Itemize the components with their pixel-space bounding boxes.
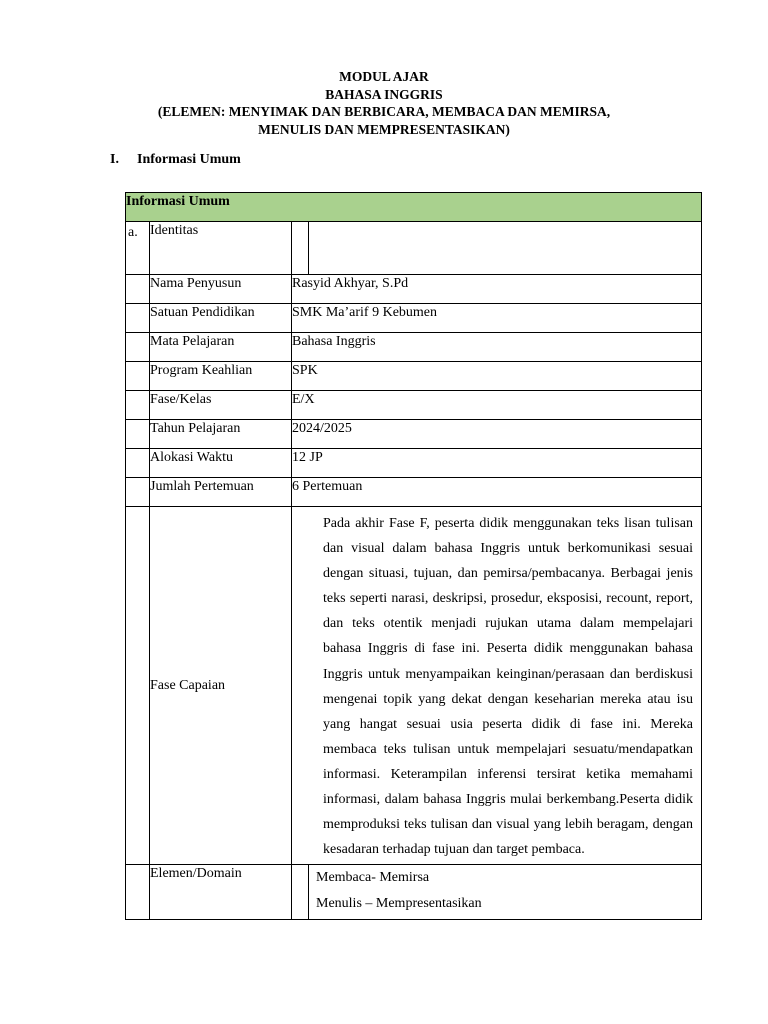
table-row (126, 478, 702, 507)
row-label: Satuan Pendidikan (150, 304, 292, 333)
row-value: 12 JP (292, 449, 702, 478)
table-row (126, 420, 702, 449)
identitas-marker-cell (126, 222, 150, 275)
table-header-row (126, 193, 702, 222)
row-label: Tahun Pelajaran (150, 420, 292, 449)
fase-capaian-label: Fase Capaian (150, 507, 292, 865)
identitas-value-cell (309, 222, 702, 275)
row-value: Bahasa Inggris (292, 333, 702, 362)
title-line-1: MODUL AJAR (339, 69, 429, 84)
row-value: 2024/2025 (292, 420, 702, 449)
identitas-row (126, 222, 702, 275)
row-label: Program Keahlian (150, 362, 292, 391)
row-marker-cell (126, 391, 150, 420)
row-marker-cell (126, 478, 150, 507)
row-marker-cell (126, 304, 150, 333)
table-row (126, 275, 702, 304)
row-value: SPK (292, 362, 702, 391)
table-row (126, 391, 702, 420)
table-row (126, 362, 702, 391)
elemen-domain-values (309, 865, 702, 920)
title-line-3: (ELEMEN: MENYIMAK DAN BERBICARA, MEMBACA DAN MEMIRSA, (157, 104, 611, 119)
row-value: Rasyid Akhyar, S.Pd (292, 275, 702, 304)
elemen-domain-label: Elemen/Domain (150, 865, 292, 920)
table-row (126, 333, 702, 362)
elemen-value-1: Membaca- Memirsa (316, 870, 430, 886)
elemen-domain-row (126, 865, 702, 920)
identitas-marker: a. (128, 225, 138, 240)
row-marker-cell (126, 865, 150, 920)
document-title (0, 68, 768, 138)
table-row (126, 449, 702, 478)
row-marker-cell (126, 420, 150, 449)
row-label: Fase/Kelas (150, 391, 292, 420)
elemen-value-2: Menulis – Mempresentasikan (316, 896, 482, 912)
elemen-separator-cell (292, 865, 309, 920)
row-label: Mata Pelajaran (150, 333, 292, 362)
title-line-2: BAHASA INGGRIS (325, 86, 443, 102)
info-table (125, 192, 702, 920)
row-marker-cell (126, 362, 150, 391)
table-header: Informasi Umum (126, 193, 702, 222)
row-value: E/X (292, 391, 702, 420)
section-title: Informasi Umum (137, 152, 241, 167)
section-number: I. (110, 152, 119, 167)
table-row (126, 304, 702, 333)
section-heading (110, 151, 241, 169)
row-marker-cell (126, 507, 150, 865)
identitas-separator-cell (292, 222, 309, 275)
fase-capaian-text: Pada akhir Fase F, peserta didik menggunakan teks lisan tulisan dan visual dalam bahasa Inggris untuk berkomunikasi sesuai dengan situasi, tujuan, dan pemirsa/pembacanya. Berbagai jenis teks seperti narasi, deskripsi, prosedur, eksposisi, recount, report, dan teks otentik menjadi rujukan utama dalam mempelajari bahasa Inggris di fase ini. Peserta didik menggunakan bahasa Inggris untuk menyampaikan keinginan/perasaan dan berdiskusi mengenai topik yang dekat dengan keseharian mereka atau isu yang hangat sesuai usia peserta didik di fase ini. Mereka membaca teks tulisan untuk mempelajari sesuatu/mendapatkan informasi. Keterampilan inferensi tersirat ketika memahami informasi, dalam bahasa Inggris mulai berkembang.Peserta didik memproduksi teks tulisan dan visual yang lebih beragam, dengan kesadaran terhadap tujuan dan target pembaca. (323, 516, 693, 858)
fase-capaian-cell (292, 507, 702, 865)
row-value: 6 Pertemuan (292, 478, 702, 507)
row-label: Alokasi Waktu (150, 449, 292, 478)
row-label: Nama Penyusun (150, 275, 292, 304)
row-marker-cell (126, 275, 150, 304)
title-line-4: MENULIS DAN MEMPRESENTASIKAN) (258, 121, 510, 137)
row-marker-cell (126, 333, 150, 362)
fase-capaian-row (126, 507, 702, 865)
row-marker-cell (126, 449, 150, 478)
row-label: Jumlah Pertemuan (150, 478, 292, 507)
row-value: SMK Ma’arif 9 Kebumen (292, 304, 702, 333)
identitas-label: Identitas (150, 222, 292, 275)
